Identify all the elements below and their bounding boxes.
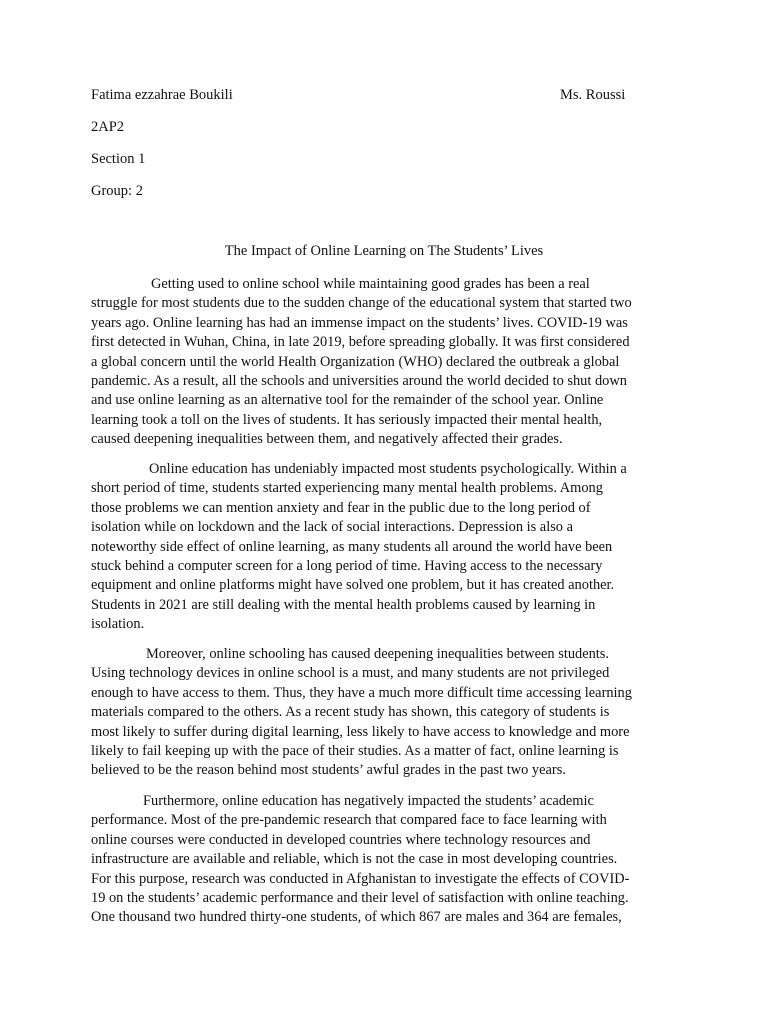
paragraph-line: Students in 2021 are still dealing with the mental health problems caused by learning in <box>91 596 596 613</box>
paragraph-line: those problems we can mention anxiety and fear in the public due to the long period of <box>91 499 591 516</box>
paragraph-line: caused deepening inequalities between them, and negatively affected their grades. <box>91 431 563 448</box>
paragraph-4 <box>91 792 681 928</box>
class-code: 2AP2 <box>91 119 125 135</box>
section-label: Section 1 <box>91 151 146 167</box>
paragraph-line: pandemic. As a result, all the schools and universities around the world decided to shut down <box>91 372 627 389</box>
paragraph-line: years ago. Online learning has had an immense impact on the students’ lives. COVID-19 was <box>91 314 628 331</box>
group-label: Group: 2 <box>91 183 143 199</box>
paragraph-line: Furthermore, online education has negatively impacted the students’ academic <box>143 793 594 809</box>
paragraph-line: materials compared to the others. As a recent study has shown, this category of students is <box>91 704 610 721</box>
essay-title: The Impact of Online Learning on The Students’ Lives <box>224 243 544 259</box>
paragraph-line: a global concern until the world Health Organization (WHO) declared the outbreak a global <box>91 353 620 370</box>
paragraph-line: isolation. <box>91 616 145 633</box>
paragraph-line: likely to fail keeping up with the pace of their studies. As a matter of fact, online learning is <box>91 742 619 759</box>
paragraph-line: and use online learning as an alternative tool for the remainder of the school year. Online <box>91 392 604 409</box>
paragraph-line: equipment and online platforms might have solved one problem, but it has created another. <box>91 577 615 594</box>
paragraph-line: struggle for most students due to the sudden change of the educational system that started two <box>91 295 632 312</box>
paragraph-line: performance. Most of the pre-pandemic research that compared face to face learning with <box>91 812 607 829</box>
paragraph-line: One thousand two hundred thirty-one students, of which 867 are males and 364 are females, <box>91 909 622 926</box>
paragraph-line: short period of time, students started experiencing many mental health problems. Among <box>91 480 603 497</box>
paragraph-line: stuck behind a computer screen for a long period of time. Having access to the necessary <box>91 557 603 574</box>
paragraph-line: noteworthy side effect of online learning, as many students all around the world have been <box>91 538 613 555</box>
paragraph-line: Online education has undeniably impacted most students psychologically. Within a <box>149 461 627 477</box>
paragraph-1 <box>91 275 681 450</box>
paragraph-line: online courses were conducted in developed countries where technology resources and <box>91 831 591 848</box>
paragraph-line: most likely to suffer during digital learning, less likely to have access to knowledge and more <box>91 723 630 740</box>
paragraph-line: enough to have access to them. Thus, they have a much more difficult time accessing learning <box>91 684 632 701</box>
paragraph-line: infrastructure are available and reliable, which is not the case in most developing countries. <box>91 851 618 868</box>
paragraph-line: Using technology devices in online school is a must, and many students are not privileged <box>91 665 610 682</box>
paragraph-2 <box>91 460 681 635</box>
paragraph-line: believed to be the reason behind most students’ awful grades in the past two years. <box>91 762 566 779</box>
teacher-name: Ms. Roussi <box>560 87 626 103</box>
paragraph-line: isolation while on lockdown and the lack of social interactions. Depression is also a <box>91 519 573 536</box>
student-name: Fatima ezzahrae Boukili <box>91 87 233 103</box>
paragraph-line: For this purpose, research was conducted in Afghanistan to investigate the effects of COVID- <box>91 870 630 887</box>
paragraph-line: 19 on the students’ academic performance and their level of satisfaction with online teaching. <box>91 889 629 906</box>
paragraph-line: Getting used to online school while maintaining good grades has been a real <box>151 276 590 292</box>
paragraph-line: Moreover, online schooling has caused deepening inequalities between students. <box>146 646 609 662</box>
paragraph-3 <box>91 645 681 781</box>
paragraph-line: learning took a toll on the lives of students. It has seriously impacted their mental health, <box>91 411 603 428</box>
paragraph-line: first detected in Wuhan, China, in late 2019, before spreading globally. It was first considered <box>91 334 630 351</box>
